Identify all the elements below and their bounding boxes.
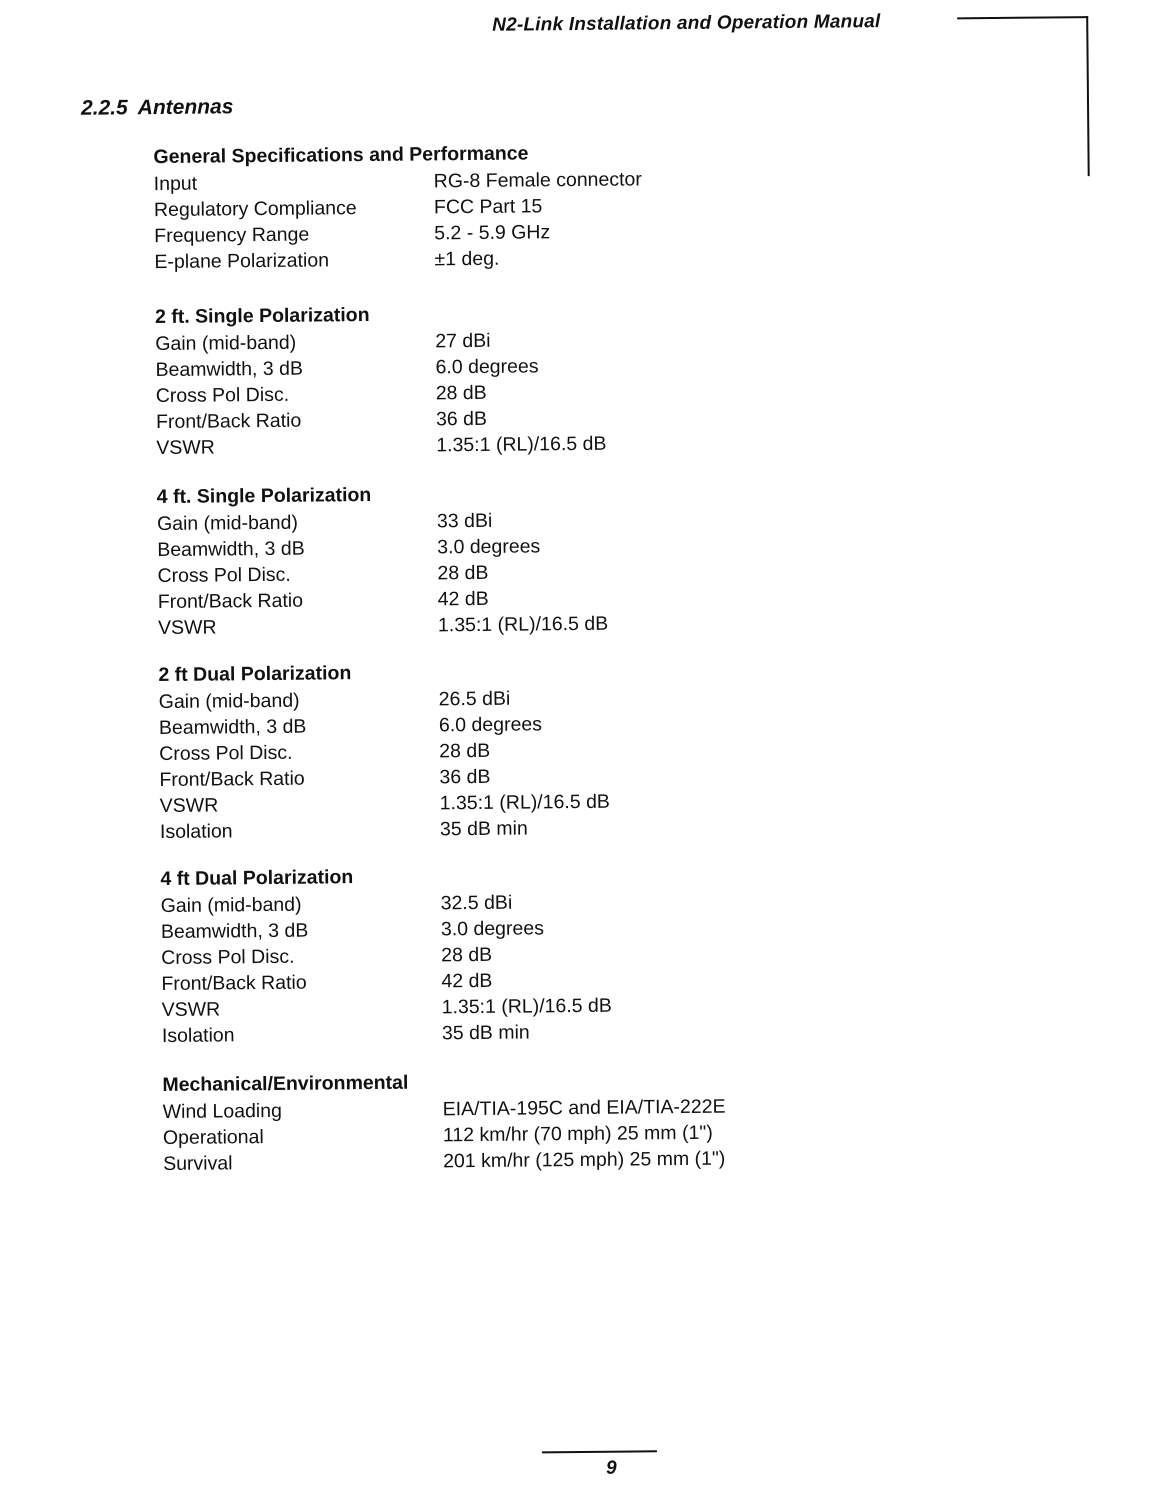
spec-value: 6.0 degrees: [435, 355, 539, 379]
spec-value: 112 km/hr (70 mph) 25 mm (1"): [442, 1121, 713, 1147]
spec-value: 36 dB: [435, 407, 488, 431]
spec-value: 32.5 dBi: [440, 891, 513, 915]
spec-value: 28 dB: [435, 381, 487, 405]
spec-label: Beamwidth, 3 dB: [160, 919, 309, 944]
spec-group-4ft-single: [157, 478, 798, 641]
group-heading: Mechanical/Environmental: [162, 1071, 409, 1097]
spec-value: 26.5 dBi: [438, 687, 511, 711]
spec-value: 1.35:1 (RL)/16.5 dB: [441, 994, 612, 1019]
spec-value: EIA/TIA-195C and EIA/TIA-222E: [442, 1095, 726, 1121]
section-name: Antennas: [137, 95, 234, 120]
spec-value: 42 dB: [441, 969, 493, 993]
spec-group-2ft-single: [155, 298, 796, 461]
spec-row: [156, 429, 796, 461]
spec-value: 35 dB min: [441, 1021, 530, 1045]
spec-value: 28 dB: [439, 739, 491, 763]
spec-label: VSWR: [156, 436, 215, 460]
spec-value: 6.0 degrees: [438, 713, 543, 737]
spec-group-2ft-dual: [158, 656, 800, 845]
spec-group-mechanical: [162, 1066, 803, 1177]
spec-label: Cross Pol Disc.: [161, 945, 295, 970]
spec-value: 27 dBi: [435, 329, 491, 353]
spec-label: Input: [153, 172, 198, 196]
spec-label: Front/Back Ratio: [161, 971, 307, 996]
spec-group-4ft-dual: [160, 860, 802, 1049]
spec-label: Operational: [162, 1126, 264, 1150]
spec-value: 1.35:1 (RL)/16.5 dB: [439, 790, 610, 815]
spec-value: 1.35:1 (RL)/16.5 dB: [436, 432, 607, 457]
spec-value: 42 dB: [437, 587, 489, 611]
spec-value: 1.35:1 (RL)/16.5 dB: [437, 612, 609, 637]
spec-value: FCC Part 15: [433, 195, 543, 219]
spec-label: Beamwidth, 3 dB: [155, 357, 304, 382]
spec-label: Gain (mid-band): [155, 331, 297, 356]
spec-row: [154, 243, 794, 275]
spec-label: Regulatory Compliance: [153, 197, 357, 222]
spec-label: Front/Back Ratio: [155, 409, 302, 434]
group-heading: 4 ft Dual Polarization: [160, 866, 354, 891]
spec-label: Gain (mid-band): [160, 893, 302, 918]
spec-label: Cross Pol Disc.: [159, 741, 293, 766]
header-margin-rule: [1086, 16, 1090, 176]
spec-label: Front/Back Ratio: [159, 767, 305, 792]
spec-value: 3.0 degrees: [440, 917, 545, 941]
spec-row: [160, 813, 800, 845]
spec-value: 36 dB: [439, 765, 491, 789]
spec-label: Cross Pol Disc.: [155, 383, 290, 408]
page-number: 9: [605, 1457, 617, 1479]
spec-value: 28 dB: [437, 561, 489, 585]
section-number: 2.2.5: [80, 96, 128, 120]
spec-value: RG-8 Female connector: [433, 168, 642, 193]
spec-row: [163, 1145, 803, 1177]
spec-value: 3.0 degrees: [437, 535, 541, 559]
spec-label: VSWR: [157, 616, 217, 640]
running-header: N2-Link Installation and Operation Manual: [492, 11, 881, 36]
spec-value: 33 dBi: [436, 509, 493, 533]
header-rule: [957, 16, 1088, 19]
spec-label: Cross Pol Disc.: [157, 563, 291, 588]
spec-value: ±1 deg.: [434, 247, 500, 271]
spec-label: Isolation: [159, 820, 233, 844]
spec-value: 28 dB: [441, 943, 493, 967]
group-heading: 4 ft. Single Polarization: [156, 483, 372, 509]
spec-value: 201 km/hr (125 mph) 25 mm (1"): [443, 1147, 726, 1173]
spec-label: Gain (mid-band): [156, 511, 299, 536]
group-heading: 2 ft. Single Polarization: [154, 304, 370, 329]
spec-label: E-plane Polarization: [154, 249, 330, 274]
spec-label: Frequency Range: [154, 223, 310, 248]
section-title: [81, 95, 234, 120]
spec-value: 5.2 - 5.9 GHz: [434, 221, 551, 245]
footer-rule: [542, 1450, 657, 1453]
spec-label: Beamwidth, 3 dB: [158, 715, 307, 740]
spec-label: Beamwidth, 3 dB: [157, 537, 305, 562]
spec-label: VSWR: [159, 794, 219, 818]
spec-row: [162, 1017, 802, 1049]
spec-label: Front/Back Ratio: [157, 589, 304, 614]
spec-label: Isolation: [161, 1024, 235, 1048]
spec-label: VSWR: [161, 998, 221, 1022]
spec-label: Gain (mid-band): [158, 689, 300, 714]
spec-group-general: [153, 138, 794, 275]
spec-row: [158, 609, 798, 641]
group-heading: General Specifications and Performance: [153, 142, 529, 169]
spec-label: Survival: [163, 1152, 233, 1176]
spec-value: 35 dB min: [439, 817, 528, 841]
spec-label: Wind Loading: [162, 1099, 283, 1124]
group-heading: 2 ft Dual Polarization: [158, 662, 352, 687]
